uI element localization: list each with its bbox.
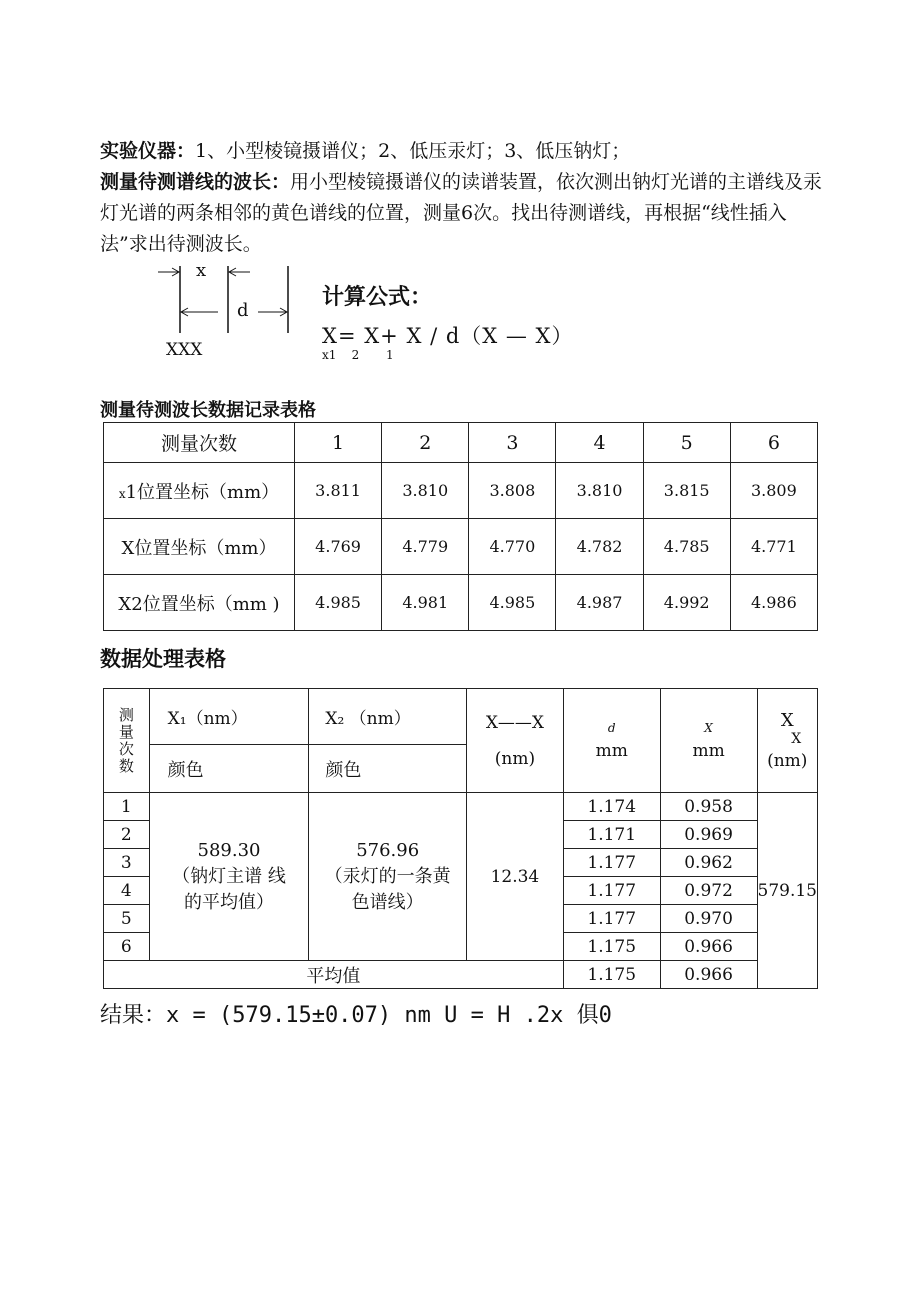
row-label: X2位置坐标（mm ) bbox=[104, 575, 295, 631]
header-cell: 3 bbox=[469, 423, 556, 463]
x-value: 0.962 bbox=[660, 849, 757, 877]
row-number: 3 bbox=[104, 849, 150, 877]
x-value: 0.969 bbox=[660, 821, 757, 849]
header-result-unit: (nm) bbox=[767, 751, 808, 771]
x1-value: 589.30 bbox=[197, 839, 261, 861]
row-label-prefix: x bbox=[118, 486, 126, 501]
x1-note: （钠灯主谱 线的平均值） bbox=[172, 865, 286, 913]
d-value: 1.175 bbox=[563, 933, 660, 961]
value-cell: 4.986 bbox=[730, 575, 817, 631]
x2-note: （汞灯的一条黄色谱线） bbox=[324, 865, 451, 913]
d-value: 1.171 bbox=[563, 821, 660, 849]
row-number: 6 bbox=[104, 933, 150, 961]
diagram-label-d: d bbox=[237, 300, 249, 321]
formula-title: 计算公式： bbox=[322, 285, 433, 310]
instruments-text: 1、小型棱镜摄谱仪；2、低压汞灯；3、低压钠灯； bbox=[195, 140, 631, 162]
row-number: 1 bbox=[104, 793, 150, 821]
table1-title: 测量待测波长数据记录表格 bbox=[100, 400, 316, 421]
value-cell: 3.809 bbox=[730, 463, 817, 519]
value-cell: 4.985 bbox=[295, 575, 382, 631]
header-x-unit: mm bbox=[692, 740, 725, 761]
value-cell: 4.769 bbox=[295, 519, 382, 575]
row-label bbox=[104, 463, 295, 519]
d-value: 1.177 bbox=[563, 905, 660, 933]
header-cell: 5 bbox=[643, 423, 730, 463]
header-x1: X₁（nm） bbox=[149, 689, 309, 745]
x1-cell bbox=[149, 793, 309, 961]
row-number: 4 bbox=[104, 877, 150, 905]
header-d-unit: mm bbox=[595, 740, 628, 761]
diff-value: 12.34 bbox=[467, 793, 564, 961]
value-cell: 3.815 bbox=[643, 463, 730, 519]
value-cell: 3.810 bbox=[382, 463, 469, 519]
header-x-label: X bbox=[704, 720, 713, 735]
table2-title: 数据处理表格 bbox=[100, 647, 226, 671]
x2-cell bbox=[309, 793, 467, 961]
header-cell: 6 bbox=[730, 423, 817, 463]
d-value: 1.177 bbox=[563, 849, 660, 877]
x-value: 0.970 bbox=[660, 905, 757, 933]
value-cell: 4.981 bbox=[382, 575, 469, 631]
value-cell: 4.785 bbox=[643, 519, 730, 575]
intro-paragraph bbox=[100, 136, 830, 260]
table-header-row bbox=[104, 689, 818, 745]
result-text: 结果：x = (579.15±0.07) nm U = H .2x 俱0 bbox=[100, 1003, 612, 1028]
average-label: 平均值 bbox=[104, 961, 564, 989]
table-row bbox=[104, 961, 818, 989]
header-cell: 1 bbox=[295, 423, 382, 463]
value-cell: 4.987 bbox=[556, 575, 643, 631]
header-cell: 2 bbox=[382, 423, 469, 463]
value-cell: 3.810 bbox=[556, 463, 643, 519]
header-diff-unit: (nm) bbox=[494, 748, 536, 769]
header-result-label2: X bbox=[791, 731, 802, 747]
processing-table bbox=[103, 688, 818, 989]
value-cell: 4.779 bbox=[382, 519, 469, 575]
avg-x-value: 0.966 bbox=[660, 961, 757, 989]
formula-subscripts: x1 2 1 bbox=[322, 348, 394, 362]
table-row bbox=[104, 463, 818, 519]
header-color2: 颜色 bbox=[309, 745, 467, 793]
value-cell: 4.985 bbox=[469, 575, 556, 631]
header-result-label: X bbox=[780, 710, 794, 731]
header-color1: 颜色 bbox=[149, 745, 309, 793]
table-header-row bbox=[104, 423, 818, 463]
x-value: 0.958 bbox=[660, 793, 757, 821]
x2-value: 576.96 bbox=[356, 839, 420, 861]
row-number: 2 bbox=[104, 821, 150, 849]
header-x bbox=[660, 689, 757, 793]
header-cell: 测量次数 bbox=[104, 423, 295, 463]
value-cell: 4.770 bbox=[469, 519, 556, 575]
header-count-text: 测量次数 bbox=[118, 705, 134, 775]
value-cell: 3.808 bbox=[469, 463, 556, 519]
avg-d-value: 1.175 bbox=[563, 961, 660, 989]
header-cell: 4 bbox=[556, 423, 643, 463]
table-row bbox=[104, 519, 818, 575]
header-result bbox=[757, 689, 817, 793]
method-text: 用小型棱镜摄谱仪的读谱装置，依次测出钠灯光谱的主谱线及汞灯光谱的两条相邻的黄色谱线的位置，测量6次。找出待测谱线，再根据“线性插入法”求出待测波长。 bbox=[100, 171, 823, 255]
d-value: 1.177 bbox=[563, 877, 660, 905]
value-cell: 4.782 bbox=[556, 519, 643, 575]
header-d bbox=[563, 689, 660, 793]
d-value: 1.174 bbox=[563, 793, 660, 821]
header-x2: X₂ （nm） bbox=[309, 689, 467, 745]
table-row bbox=[104, 575, 818, 631]
table-row bbox=[104, 793, 818, 821]
formula-main: X= X+ X / d（X — X） bbox=[322, 324, 574, 348]
value-cell: 3.811 bbox=[295, 463, 382, 519]
x-value: 0.966 bbox=[660, 933, 757, 961]
diagram-label-x: x bbox=[196, 260, 207, 281]
header-diff-label: X——X bbox=[485, 712, 545, 733]
value-cell: 4.771 bbox=[730, 519, 817, 575]
diagram-label-bottom: XXX bbox=[166, 340, 203, 360]
result-value: 579.15 bbox=[757, 793, 817, 989]
header-count bbox=[104, 689, 150, 793]
header-d-label: d bbox=[607, 720, 616, 735]
instruments-label: 实验仪器： bbox=[100, 140, 196, 162]
row-label-text: 1位置坐标（mm） bbox=[125, 481, 280, 503]
method-label: 测量待测谱线的波长： bbox=[100, 171, 291, 193]
measurement-table bbox=[103, 422, 818, 631]
row-number: 5 bbox=[104, 905, 150, 933]
header-diff bbox=[467, 689, 564, 793]
x-value: 0.972 bbox=[660, 877, 757, 905]
row-label: X位置坐标（mm） bbox=[104, 519, 295, 575]
value-cell: 4.992 bbox=[643, 575, 730, 631]
